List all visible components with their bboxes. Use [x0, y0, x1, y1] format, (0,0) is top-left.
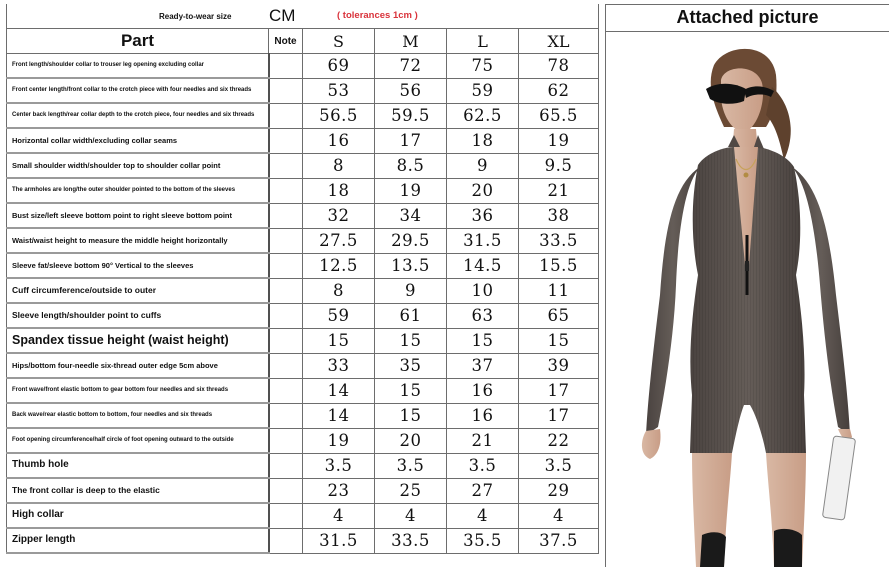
part-label: Foot opening circumference/half circle of foot opening outward to the outside: [7, 428, 269, 453]
value-cell-m: 33.5: [375, 528, 447, 553]
part-label: Waist/waist height to measure the middle height horizontally: [7, 228, 269, 253]
column-header-row: [7, 29, 599, 54]
value-cell-l: 4: [447, 503, 519, 528]
part-label: The armholes are long/the outer shoulder pointed to the bottom of the sleeves: [7, 178, 269, 203]
note-cell: [269, 453, 303, 478]
value-cell-m: 20: [375, 428, 447, 453]
value-cell-m: 72: [375, 54, 447, 79]
left-sleeve: [646, 167, 700, 435]
value-cell-xl: 15.5: [519, 253, 599, 278]
value-cell-s: 59: [303, 303, 375, 328]
table-row: [7, 503, 599, 528]
value-cell-s: 31.5: [303, 528, 375, 553]
value-cell-xl: 29: [519, 478, 599, 503]
value-cell-l: 10: [447, 278, 519, 303]
value-cell-s: 32: [303, 203, 375, 228]
value-cell-l: 75: [447, 54, 519, 79]
value-cell-m: 19: [375, 178, 447, 203]
table-row: [7, 528, 599, 553]
value-cell-l: 20: [447, 178, 519, 203]
header-row: [7, 4, 599, 29]
table-row: [7, 103, 599, 128]
table-row: [7, 153, 599, 178]
size-m-header: M: [375, 29, 447, 54]
value-cell-l: 14.5: [447, 253, 519, 278]
boot-icon: [700, 532, 726, 567]
part-label: Zipper length: [7, 528, 269, 553]
size-chart-sheet: [6, 4, 888, 566]
value-cell-xl: 15: [519, 328, 599, 353]
value-cell-l: 36: [447, 203, 519, 228]
part-label: Horizontal collar width/excluding collar seams: [7, 128, 269, 153]
table-row: [7, 128, 599, 153]
value-cell-xl: 22: [519, 428, 599, 453]
value-cell-l: 37: [447, 353, 519, 378]
table-row: [7, 278, 599, 303]
value-cell-xl: 38: [519, 203, 599, 228]
value-cell-m: 15: [375, 403, 447, 428]
note-cell: [269, 128, 303, 153]
part-label: Thumb hole: [7, 453, 269, 478]
note-cell: [269, 228, 303, 253]
note-cell: [269, 328, 303, 353]
part-label: Bust size/left sleeve bottom point to right sleeve bottom point: [7, 203, 269, 228]
value-cell-l: 16: [447, 403, 519, 428]
value-cell-m: 15: [375, 328, 447, 353]
note-cell: [269, 54, 303, 79]
table-row: [7, 453, 599, 478]
value-cell-l: 16: [447, 378, 519, 403]
note-cell: [269, 353, 303, 378]
value-cell-m: 9: [375, 278, 447, 303]
table-row: [7, 253, 599, 278]
value-cell-l: 18: [447, 128, 519, 153]
value-cell-xl: 37.5: [519, 528, 599, 553]
value-cell-s: 15: [303, 328, 375, 353]
value-cell-l: 15: [447, 328, 519, 353]
value-cell-m: 13.5: [375, 253, 447, 278]
value-cell-m: 25: [375, 478, 447, 503]
part-label: Front wave/front elastic bottom to gear bottom four needles and six threads: [7, 378, 269, 403]
sunglasses-icon: [706, 84, 746, 104]
note-cell: [269, 103, 303, 128]
note-cell: [269, 428, 303, 453]
value-cell-xl: 11: [519, 278, 599, 303]
value-cell-xl: 21: [519, 178, 599, 203]
value-cell-l: 9: [447, 153, 519, 178]
value-cell-m: 15: [375, 378, 447, 403]
note-cell: [269, 403, 303, 428]
table-row: [7, 54, 599, 79]
note-cell: [269, 153, 303, 178]
value-cell-xl: 9.5: [519, 153, 599, 178]
part-label: High collar: [7, 503, 269, 528]
value-cell-m: 59.5: [375, 103, 447, 128]
value-cell-m: 56: [375, 78, 447, 103]
phone-icon: [822, 436, 855, 520]
ready-to-wear-label: Ready-to-wear size: [159, 12, 232, 21]
note-cell: [269, 528, 303, 553]
part-label: Sleeve fat/sleeve bottom 90° Vertical to the sleeves: [7, 253, 269, 278]
attached-picture-panel: [605, 4, 889, 567]
note-column-header: Note: [269, 29, 303, 54]
part-label: Sleeve length/shoulder point to cuffs: [7, 303, 269, 328]
value-cell-s: 8: [303, 153, 375, 178]
value-cell-xl: 65.5: [519, 103, 599, 128]
part-label: Center back length/rear collar depth to the crotch piece, four needles and six threads: [7, 103, 269, 128]
value-cell-l: 3.5: [447, 453, 519, 478]
attached-picture-title: Attached picture: [676, 7, 819, 27]
value-cell-s: 18: [303, 178, 375, 203]
value-cell-xl: 17: [519, 378, 599, 403]
value-cell-s: 12.5: [303, 253, 375, 278]
table-row: [7, 428, 599, 453]
value-cell-m: 8.5: [375, 153, 447, 178]
value-cell-s: 53: [303, 78, 375, 103]
value-cell-xl: 3.5: [519, 453, 599, 478]
value-cell-s: 8: [303, 278, 375, 303]
table-row: [7, 378, 599, 403]
value-cell-m: 61: [375, 303, 447, 328]
part-label: Hips/bottom four-needle six-thread outer edge 5cm above: [7, 353, 269, 378]
size-s-header: S: [303, 29, 375, 54]
table-row: [7, 203, 599, 228]
value-cell-l: 63: [447, 303, 519, 328]
table-row: [7, 328, 599, 353]
table-row: [7, 178, 599, 203]
part-label: Front center length/front collar to the crotch piece with four needles and six threads: [7, 78, 269, 103]
tolerance-label: ( tolerances 1cm ): [337, 10, 418, 21]
value-cell-s: 3.5: [303, 453, 375, 478]
value-cell-s: 16: [303, 128, 375, 153]
note-cell: [269, 303, 303, 328]
value-cell-l: 62.5: [447, 103, 519, 128]
note-cell: [269, 78, 303, 103]
table-row: [7, 403, 599, 428]
value-cell-m: 29.5: [375, 228, 447, 253]
size-xl-header: XL: [519, 29, 599, 54]
value-cell-xl: 65: [519, 303, 599, 328]
value-cell-s: 4: [303, 503, 375, 528]
measurement-rows: [7, 54, 599, 554]
value-cell-l: 35.5: [447, 528, 519, 553]
part-label: Spandex tissue height (waist height): [7, 328, 269, 353]
part-label: Front length/shoulder collar to trouser leg opening excluding collar: [7, 54, 269, 79]
size-table: [6, 4, 599, 554]
value-cell-xl: 78: [519, 54, 599, 79]
value-cell-m: 35: [375, 353, 447, 378]
value-cell-s: 69: [303, 54, 375, 79]
value-cell-l: 27: [447, 478, 519, 503]
value-cell-s: 14: [303, 378, 375, 403]
value-cell-xl: 33.5: [519, 228, 599, 253]
table-row: [7, 303, 599, 328]
table-row: [7, 478, 599, 503]
value-cell-l: 59: [447, 78, 519, 103]
table-row: [7, 228, 599, 253]
table-row: [7, 78, 599, 103]
value-cell-m: 4: [375, 503, 447, 528]
part-column-header: Part: [7, 29, 269, 54]
note-cell: [269, 278, 303, 303]
value-cell-s: 33: [303, 353, 375, 378]
note-cell: [269, 178, 303, 203]
value-cell-m: 3.5: [375, 453, 447, 478]
value-cell-m: 34: [375, 203, 447, 228]
value-cell-m: 17: [375, 128, 447, 153]
value-cell-s: 27.5: [303, 228, 375, 253]
note-cell: [269, 253, 303, 278]
value-cell-l: 21: [447, 428, 519, 453]
value-cell-xl: 39: [519, 353, 599, 378]
unit-label: CM: [269, 6, 296, 25]
value-cell-s: 19: [303, 428, 375, 453]
note-cell: [269, 478, 303, 503]
note-cell: [269, 203, 303, 228]
value-cell-xl: 62: [519, 78, 599, 103]
model-photo: [606, 35, 889, 567]
part-label: Cuff circumference/outside to outer: [7, 278, 269, 303]
note-cell: [269, 378, 303, 403]
value-cell-s: 14: [303, 403, 375, 428]
part-label: The front collar is deep to the elastic: [7, 478, 269, 503]
note-cell: [269, 503, 303, 528]
size-l-header: L: [447, 29, 519, 54]
value-cell-xl: 4: [519, 503, 599, 528]
part-label: Small shoulder width/shoulder top to shoulder collar point: [7, 153, 269, 178]
part-label: Back wave/rear elastic bottom to bottom, four needles and six threads: [7, 403, 269, 428]
value-cell-s: 23: [303, 478, 375, 503]
value-cell-s: 56.5: [303, 103, 375, 128]
table-row: [7, 353, 599, 378]
value-cell-xl: 17: [519, 403, 599, 428]
value-cell-xl: 19: [519, 128, 599, 153]
value-cell-l: 31.5: [447, 228, 519, 253]
